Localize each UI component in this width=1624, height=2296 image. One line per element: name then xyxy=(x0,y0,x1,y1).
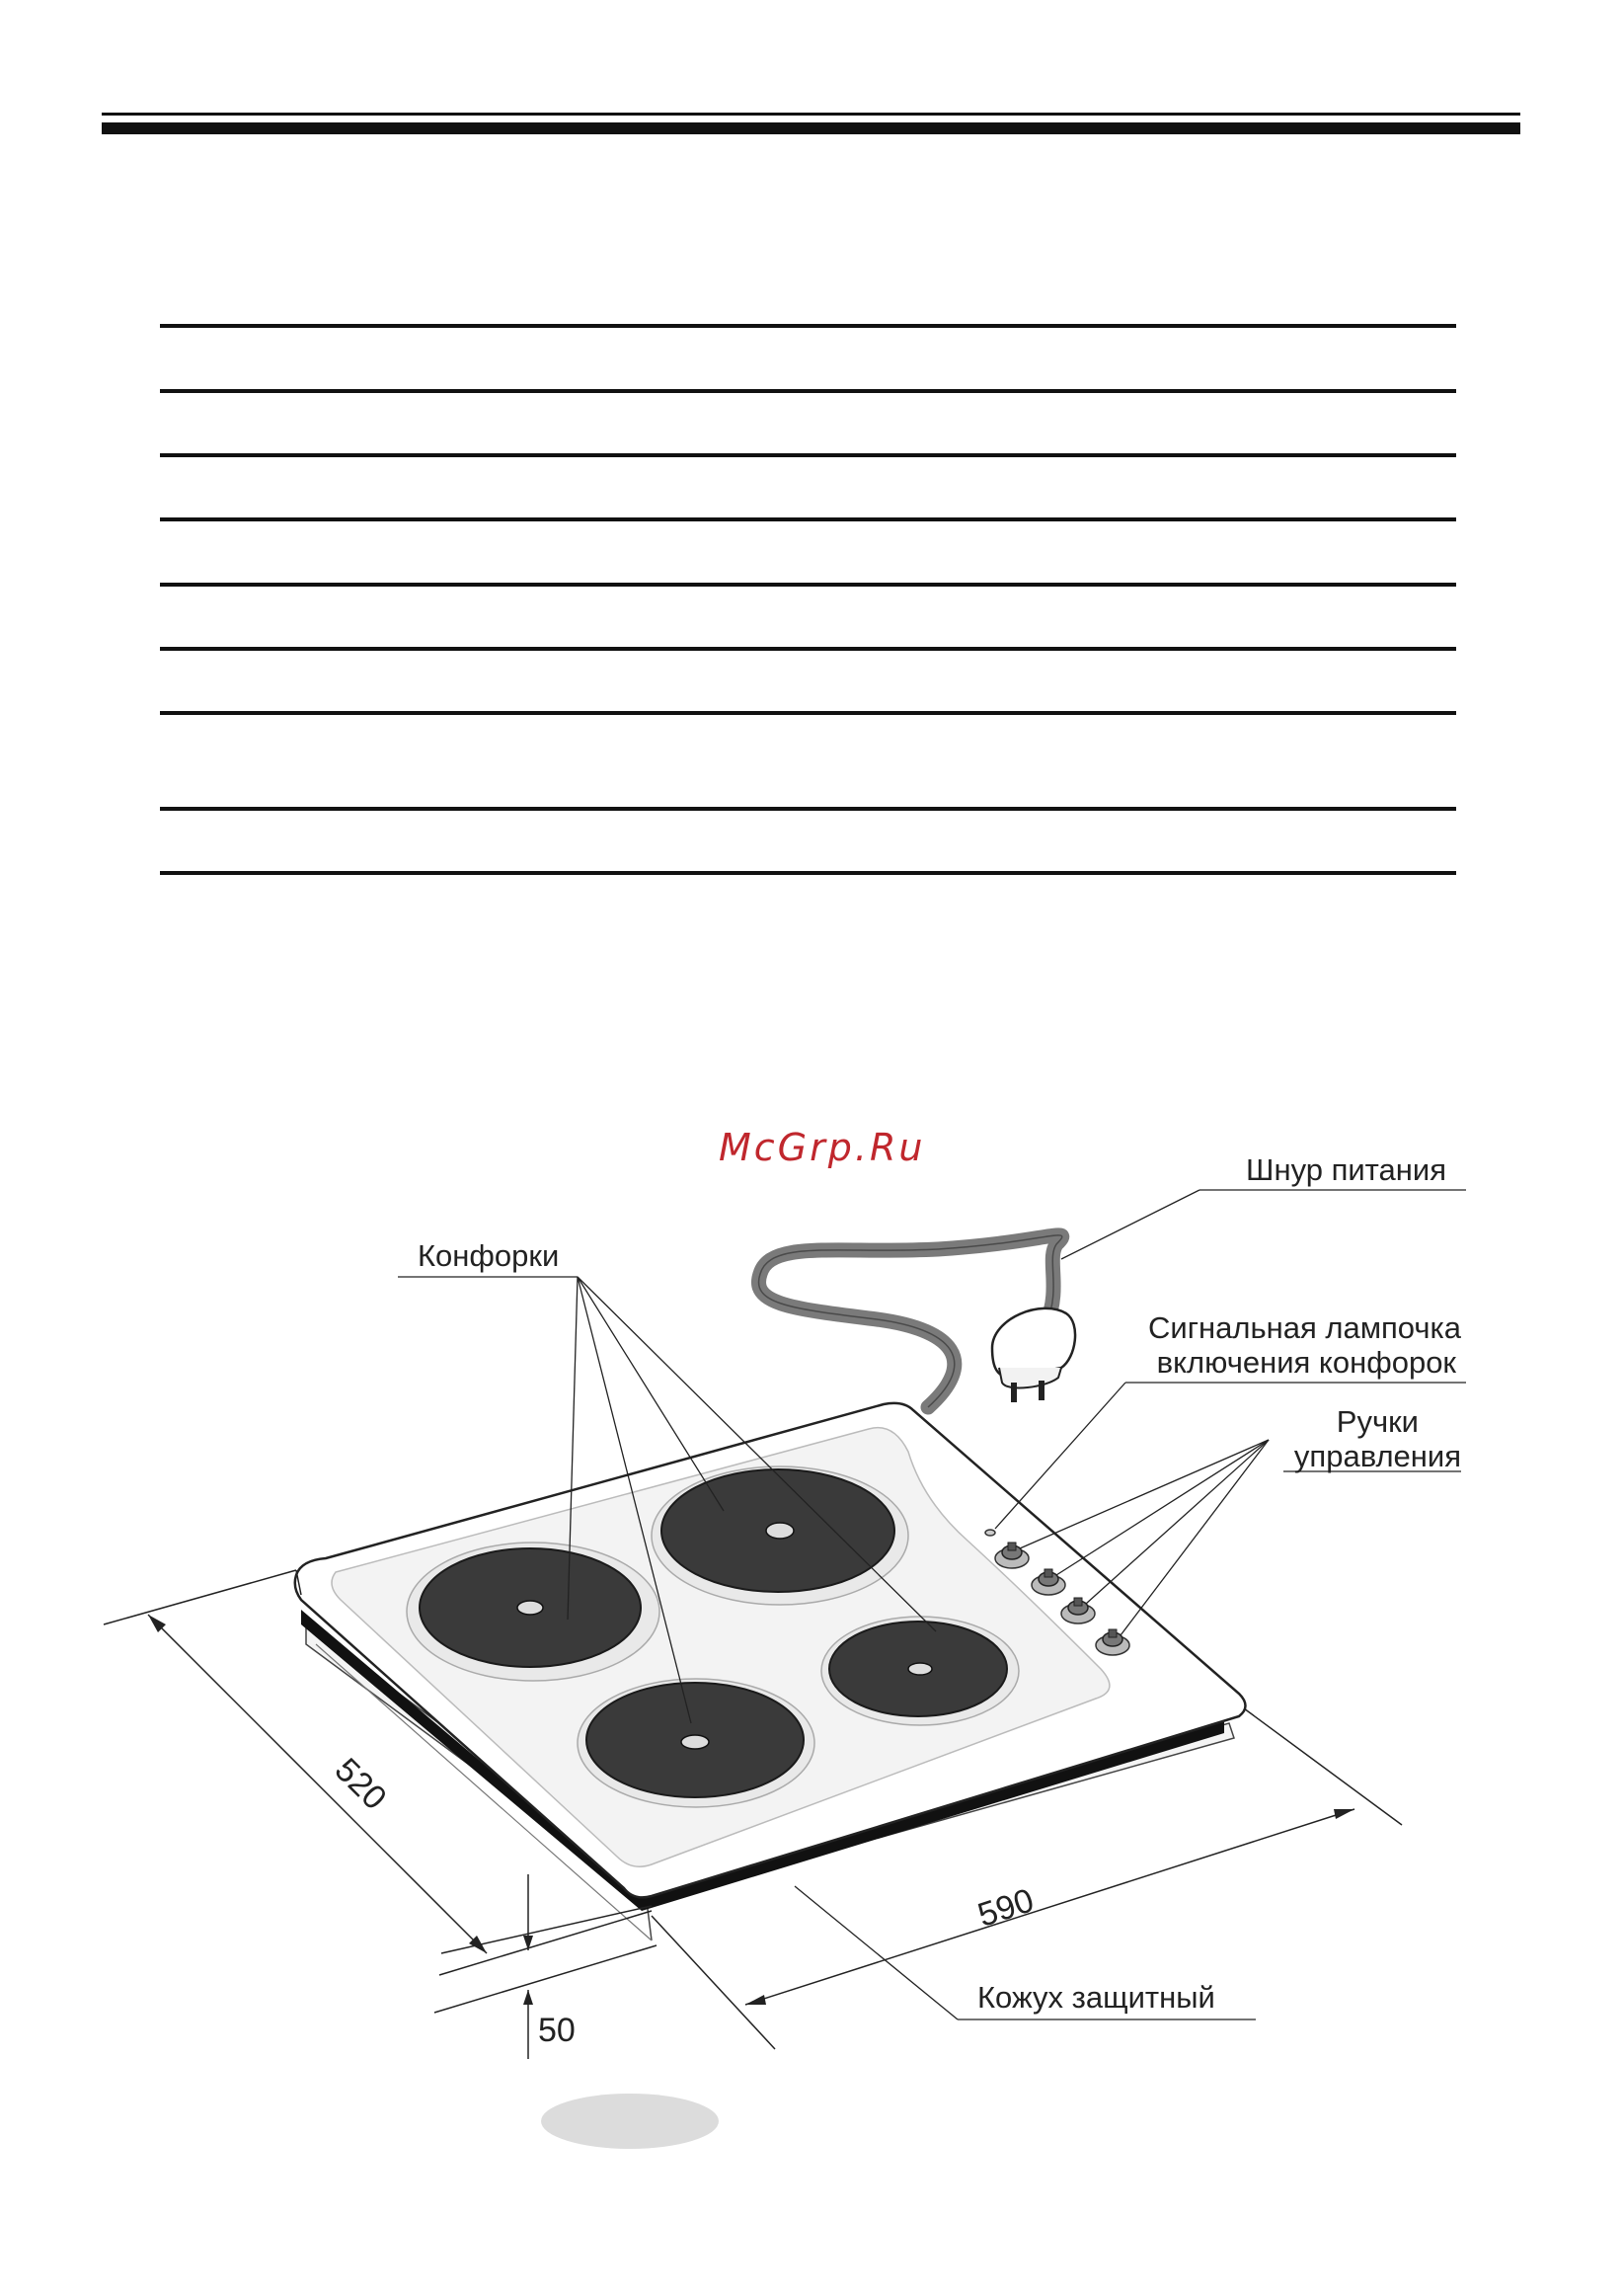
label-signal-lamp-2: включения конфорок xyxy=(1156,1345,1456,1380)
label-protective-casing: Кожух защитный xyxy=(977,1980,1215,2015)
label-power-cord: Шнур питания xyxy=(1246,1152,1446,1187)
label-signal-lamp-1: Сигнальная лампочка xyxy=(1148,1310,1461,1345)
burner-front-right xyxy=(821,1617,1019,1725)
dimension-depth: 520 xyxy=(327,1751,394,1818)
burner-rear-left xyxy=(407,1543,659,1681)
label-knobs-2: управления xyxy=(1293,1439,1461,1473)
label-burners: Конфорки xyxy=(418,1238,560,1273)
burner-rear-right xyxy=(652,1466,908,1605)
label-knobs-1: Ручки xyxy=(1336,1404,1419,1439)
watermark: McGrp.Ru xyxy=(719,1126,926,1169)
dimension-width: 590 xyxy=(973,1881,1039,1935)
dimension-height: 50 xyxy=(538,2012,576,2049)
signal-lamp-icon xyxy=(985,1530,995,1536)
burner-front-left xyxy=(578,1679,814,1807)
plug-icon xyxy=(992,1308,1075,1402)
page-number-marker xyxy=(541,2094,719,2149)
